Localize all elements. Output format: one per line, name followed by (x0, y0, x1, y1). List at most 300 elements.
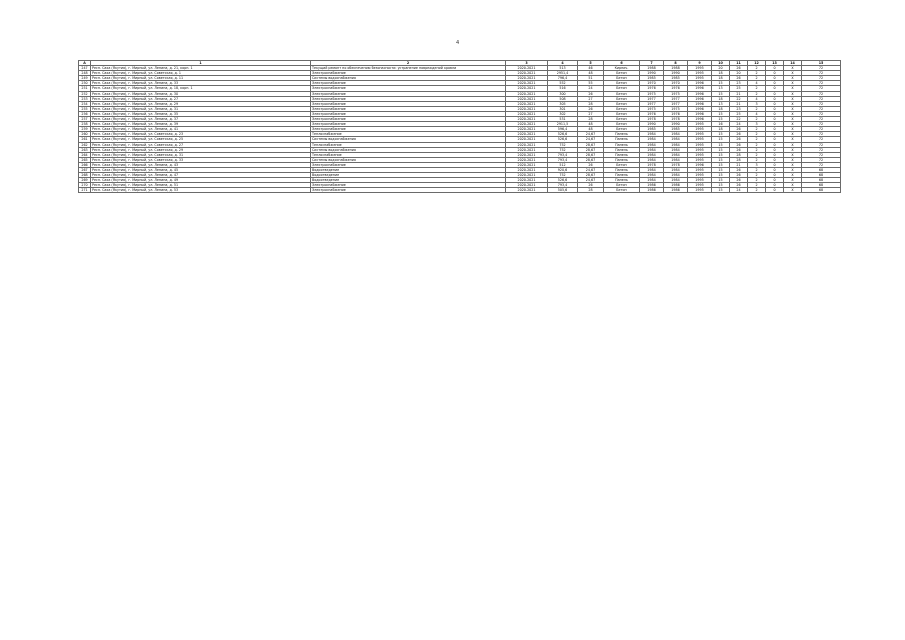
column-header: A (79, 61, 91, 66)
table-cell: X (784, 157, 802, 162)
row-number: 269 (79, 178, 91, 183)
row-number: 254 (79, 101, 91, 106)
table-cell: 3 (748, 162, 766, 167)
row-number: 267 (79, 167, 91, 172)
table-cell: 15 (712, 178, 730, 183)
table-cell: Электроснабжение (311, 96, 506, 101)
table-cell: 300 (548, 91, 578, 96)
table-cell: Электроснабжение (311, 71, 506, 76)
table-cell: 0 (766, 91, 784, 96)
column-header: 13 (766, 61, 784, 66)
table-cell: 72 (802, 122, 841, 127)
table-cell: 48 (578, 71, 604, 76)
table-cell: 1995 (688, 167, 712, 172)
table-cell: Бетон (604, 162, 640, 167)
table-cell: 15 (712, 183, 730, 188)
table-cell: 1984 (664, 132, 688, 137)
table-cell: 2020-2021 (506, 188, 548, 193)
table-cell: 16 (712, 122, 730, 127)
table-body (79, 66, 841, 193)
table-cell: 72 (802, 142, 841, 147)
table-cell: 27 (578, 111, 604, 116)
table-cell: 1995 (688, 127, 712, 132)
table-cell: 2 (748, 188, 766, 193)
table-cell: X (784, 111, 802, 116)
row-number: 252 (79, 91, 91, 96)
data-table (78, 60, 841, 193)
table-cell: 21 (730, 162, 748, 167)
table-cell: 25 (730, 111, 748, 116)
table-cell: 0 (766, 142, 784, 147)
table-cell: 1990 (640, 122, 664, 127)
table-cell: 72 (802, 137, 841, 142)
table-cell: 0 (766, 86, 784, 91)
table-cell: 26 (578, 106, 604, 111)
row-number: 270 (79, 183, 91, 188)
table-cell: 1995 (688, 157, 712, 162)
column-header: 9 (688, 61, 712, 66)
table-cell: Панель (604, 132, 640, 137)
table-cell: Электроснабжение (311, 183, 506, 188)
table-cell: 28 (578, 117, 604, 122)
table-cell: 1984 (664, 137, 688, 142)
table-cell: 1975 (640, 106, 664, 111)
table-cell: Панель (604, 173, 640, 178)
table-cell: 531 (548, 117, 578, 122)
table-cell: 1985 (664, 127, 688, 132)
table-cell: Бетон (604, 127, 640, 132)
address-cell: Респ. Саха (Якутия), г. Мирный, ул. Ленина, д. 49 (91, 178, 311, 183)
table-cell: 1996 (688, 117, 712, 122)
table-cell: Электроснабжение (311, 81, 506, 86)
table-cell: 2020-2021 (506, 122, 548, 127)
table-cell: 15 (712, 117, 730, 122)
table-cell: 18 (712, 106, 730, 111)
table-cell: 2 (748, 66, 766, 71)
table-cell: 26 (578, 183, 604, 188)
table-cell: 28 (578, 101, 604, 106)
table-cell: Бетон (604, 91, 640, 96)
address-cell: Респ. Саха (Якутия), г. Мирный, ул. Ленина, д. 51 (91, 183, 311, 188)
table-cell: 72 (802, 66, 841, 71)
table-cell: Электроснабжение (311, 162, 506, 167)
table-cell: 2 (748, 91, 766, 96)
table-cell: 0 (766, 173, 784, 178)
column-header: 4 (548, 61, 578, 66)
table-cell: 526,6 (548, 132, 578, 137)
table-cell: 1975 (664, 91, 688, 96)
table-cell: 0 (766, 101, 784, 106)
table-cell: X (784, 86, 802, 91)
table-cell: 2 (748, 152, 766, 157)
table-cell: 28,67 (578, 142, 604, 147)
table-cell: 72 (802, 106, 841, 111)
table-cell: 2020-2021 (506, 157, 548, 162)
column-header: 3 (506, 61, 548, 66)
column-header: 1 (91, 61, 311, 66)
column-header: 12 (748, 61, 766, 66)
table-cell: 1996 (688, 101, 712, 106)
table-cell: 1978 (664, 162, 688, 167)
table-cell: 1995 (688, 183, 712, 188)
table-cell: 508 (548, 96, 578, 101)
table-cell: 0 (766, 167, 784, 172)
table-cell: 302 (548, 111, 578, 116)
address-cell: Респ. Саха (Якутия), г. Мирный, ул. Ленина, д. 31 (91, 106, 311, 111)
table-cell: 1995 (688, 66, 712, 71)
table-cell: Системы водоснабжения (311, 76, 506, 81)
table-cell: 26 (730, 167, 748, 172)
table-cell: Панель (604, 152, 640, 157)
table-cell: Электроснабжение (311, 122, 506, 127)
table-cell: 1984 (640, 173, 664, 178)
table-cell: 1984 (640, 147, 664, 152)
table-cell: X (784, 91, 802, 96)
table-cell: 1984 (640, 137, 664, 142)
table-cell: 1984 (640, 152, 664, 157)
table-cell: 23 (730, 106, 748, 111)
table-cell: Теплоснабжение (311, 132, 506, 137)
address-cell: Респ. Саха (Якутия), г. Мирный, ул. Ленина, д. 27 (91, 96, 311, 101)
table-cell: 2 (748, 167, 766, 172)
table-cell: 26 (730, 178, 748, 183)
table-cell: 13 (712, 86, 730, 91)
address-cell: Респ. Саха (Якутия), г. Мирный, ул. Ленина, д. 33 (91, 81, 311, 86)
table-cell: 1978 (640, 162, 664, 167)
table-cell: 1995 (688, 137, 712, 142)
table-cell: 1990 (640, 71, 664, 76)
table-cell: 1996 (688, 86, 712, 91)
table-cell: Бетон (604, 71, 640, 76)
table-cell: 1985 (640, 127, 664, 132)
row-number: 249 (79, 76, 91, 81)
table-cell: 2 (748, 76, 766, 81)
table-cell: Электроснабжение (311, 127, 506, 132)
table-cell: 752 (548, 147, 578, 152)
table-cell: 0 (766, 66, 784, 71)
table-cell: 1995 (688, 178, 712, 183)
table-cell: Бетон (604, 96, 640, 101)
table-cell: Бетон (604, 86, 640, 91)
table-cell: 526,6 (548, 137, 578, 142)
table-cell: 68 (802, 183, 841, 188)
table-cell: 2 (748, 71, 766, 76)
table-cell: 15 (712, 137, 730, 142)
row-number: 271 (79, 188, 91, 193)
table-cell: 1984 (640, 142, 664, 147)
row-number: 263 (79, 147, 91, 152)
table-cell: 1986 (664, 188, 688, 193)
table-cell: X (784, 101, 802, 106)
table-cell: 21 (730, 101, 748, 106)
table-cell: 1988 (640, 66, 664, 71)
table-cell: 72 (802, 71, 841, 76)
table-cell: 24,67 (578, 132, 604, 137)
table-cell: 1996 (688, 96, 712, 101)
table-cell: 2 (748, 127, 766, 132)
address-cell: Респ. Саха (Якутия), г. Мирный, ул. Ленина, д. 43 (91, 162, 311, 167)
table-cell: X (784, 142, 802, 147)
table-cell: X (784, 127, 802, 132)
table-cell: 24,67 (578, 178, 604, 183)
table-cell: Системы водоснабжения (311, 147, 506, 152)
table-cell: 793,4 (548, 152, 578, 157)
table-cell: 4 (748, 96, 766, 101)
table-cell: 15 (712, 81, 730, 86)
table-cell: 68 (802, 188, 841, 193)
table-cell: 2 (748, 173, 766, 178)
address-cell: Респ. Саха (Якутия), г. Мирный, ул. Советская, д. 1 (91, 71, 311, 76)
table-cell: 55 (578, 81, 604, 86)
table-cell: 48 (578, 127, 604, 132)
table-cell: Текущий ремонт по обеспечению безопасности: устранение повреждений кровли (311, 66, 506, 71)
table-cell: 1990 (664, 71, 688, 76)
table-cell: 48 (578, 122, 604, 127)
column-header: 6 (604, 61, 640, 66)
column-header: 5 (578, 61, 604, 66)
address-cell: Респ. Саха (Якутия), г. Мирный, ул. Советская, д. 33 (91, 157, 311, 162)
row-number: 262 (79, 142, 91, 147)
table-cell: 18 (712, 71, 730, 76)
table-cell: 1976 (664, 111, 688, 116)
table-cell: 1978 (640, 117, 664, 122)
table-cell: Панель (604, 167, 640, 172)
table-cell: 23 (730, 81, 748, 86)
address-cell: Респ. Саха (Якутия), г. Мирный, ул. Советская, д. 23 (91, 132, 311, 137)
table-cell: 2020-2021 (506, 127, 548, 132)
table-cell: 301 (548, 106, 578, 111)
address-cell: Респ. Саха (Якутия), г. Мирный, ул. Советская, д. 25 (91, 137, 311, 142)
column-header: 15 (802, 61, 841, 66)
table-cell: 1984 (664, 142, 688, 147)
table-cell: 72 (802, 81, 841, 86)
table-cell: 24 (730, 122, 748, 127)
row-number: 248 (79, 71, 91, 76)
table-cell: 0 (766, 96, 784, 101)
table-cell: 2951,4 (548, 71, 578, 76)
table-cell: 2 (748, 178, 766, 183)
table-cell: 1996 (688, 81, 712, 86)
table-cell: 28 (730, 157, 748, 162)
table-cell: 22 (730, 117, 748, 122)
table-cell: 2 (748, 142, 766, 147)
table-cell: 2020-2021 (506, 152, 548, 157)
table-cell: 1996 (688, 106, 712, 111)
table-cell: 2 (748, 117, 766, 122)
table-cell: 1986 (664, 183, 688, 188)
table-cell: 72 (802, 117, 841, 122)
table-cell: Панель (604, 147, 640, 152)
table-cell: 51 (578, 76, 604, 81)
table-cell: Бетон (604, 122, 640, 127)
table-cell: Теплоснабжение (311, 142, 506, 147)
table-cell: 72 (802, 147, 841, 152)
table-cell: 24 (578, 86, 604, 91)
table-cell: 1995 (688, 147, 712, 152)
table-cell: 28,67 (578, 157, 604, 162)
table-row (79, 188, 841, 193)
table-cell: 2911,5 (548, 122, 578, 127)
column-header: 8 (664, 61, 688, 66)
table-cell: 24 (730, 188, 748, 193)
table-cell: 0 (766, 157, 784, 162)
table-cell: Бетон (604, 101, 640, 106)
table-cell: X (784, 122, 802, 127)
table-cell: 4 (748, 81, 766, 86)
table-cell: Системы водоснабжения (311, 137, 506, 142)
table-cell: 1984 (664, 152, 688, 157)
row-number: 257 (79, 117, 91, 122)
table-cell: 4 (748, 111, 766, 116)
table-cell: Бетон (604, 117, 640, 122)
address-cell: Респ. Саха (Якутия), г. Мирный, ул. Советская, д. 27 (91, 142, 311, 147)
address-cell: Респ. Саха (Якутия), г. Мирный, ул. Ленина, д. 41 (91, 127, 311, 132)
table-cell: 28 (578, 188, 604, 193)
table-cell: 26 (730, 132, 748, 137)
table-cell: 1985 (664, 76, 688, 81)
table-cell: Водоотведение (311, 178, 506, 183)
table-cell: 1984 (664, 157, 688, 162)
table-cell: 2 (748, 132, 766, 137)
table-cell: 26 (730, 137, 748, 142)
table-cell: 752 (548, 142, 578, 147)
table-cell: 920,6 (548, 167, 578, 172)
table-cell: 512 (548, 162, 578, 167)
table-cell: 20 (730, 71, 748, 76)
address-cell: Респ. Саха (Якутия), г. Мирный, ул. Ленина, д. 29 (91, 101, 311, 106)
row-number: 260 (79, 132, 91, 137)
table-cell: X (784, 188, 802, 193)
table-cell: 1986 (640, 183, 664, 188)
table-cell: 26 (730, 66, 748, 71)
table-cell: 26 (730, 173, 748, 178)
table-cell: 1996 (688, 91, 712, 96)
row-number: 266 (79, 162, 91, 167)
table-cell: 2020-2021 (506, 86, 548, 91)
table-cell: 1975 (640, 91, 664, 96)
table-cell: 2020-2021 (506, 162, 548, 167)
column-header: 7 (640, 61, 664, 66)
table-cell: X (784, 76, 802, 81)
row-number: 256 (79, 111, 91, 116)
table-cell: 2020-2021 (506, 111, 548, 116)
table-cell: 1977 (640, 101, 664, 106)
table-cell: 2020-2021 (506, 178, 548, 183)
table-cell: 3 (748, 101, 766, 106)
table-cell: 1984 (640, 157, 664, 162)
table-cell: 2020-2021 (506, 142, 548, 147)
table-cell: 0 (766, 152, 784, 157)
table-cell: 1977 (640, 96, 664, 101)
table-cell: Электроснабжение (311, 86, 506, 91)
table-cell: 1990 (664, 122, 688, 127)
table-cell: X (784, 178, 802, 183)
table-cell: 2 (748, 137, 766, 142)
table-cell: 15 (712, 91, 730, 96)
table-cell: 0 (766, 117, 784, 122)
table-cell: 15 (712, 132, 730, 137)
table-cell: 0 (766, 127, 784, 132)
table-cell: Водоотведение (311, 167, 506, 172)
table-cell: 72 (802, 76, 841, 81)
address-cell: Респ. Саха (Якутия), г. Мирный, ул. Ленина, д. 47 (91, 173, 311, 178)
table-cell: 2020-2021 (506, 183, 548, 188)
table-cell: Электроснабжение (311, 117, 506, 122)
table-cell: 1984 (640, 178, 664, 183)
table-cell: 18 (712, 127, 730, 132)
table-cell: 20 (712, 66, 730, 71)
address-cell: Респ. Саха (Якутия), г. Мирный, ул. Советская, д. 29 (91, 147, 311, 152)
table-cell: Водоотведение (311, 173, 506, 178)
table-cell: 1984 (664, 147, 688, 152)
table-cell: 1996 (688, 162, 712, 167)
table-cell: 2020-2021 (506, 101, 548, 106)
table-cell: 1995 (688, 122, 712, 127)
table-cell: 0 (766, 162, 784, 167)
table-cell: X (784, 117, 802, 122)
row-number: 253 (79, 96, 91, 101)
address-cell: Респ. Саха (Якутия), г. Мирный, ул. Ленина, д. 53 (91, 188, 311, 193)
table-cell: 1995 (688, 152, 712, 157)
table-cell: Электроснабжение (311, 91, 506, 96)
table-cell: 793,4 (548, 157, 578, 162)
table-cell: 27 (578, 96, 604, 101)
table-cell: Панель (604, 142, 640, 147)
table-cell: 1984 (664, 173, 688, 178)
table-cell: 72 (802, 157, 841, 162)
table-cell: 15 (712, 188, 730, 193)
table-cell: Теплоснабжение (311, 152, 506, 157)
row-number: 261 (79, 137, 91, 142)
table-cell: 15 (712, 162, 730, 167)
table-cell: 0 (766, 137, 784, 142)
table-cell: 1995 (688, 71, 712, 76)
table-cell: 24,67 (578, 167, 604, 172)
table-cell: 1995 (688, 76, 712, 81)
table-cell: 1977 (664, 96, 688, 101)
table-cell: 28,67 (578, 152, 604, 157)
table-cell: 1977 (664, 101, 688, 106)
table-cell: 0 (766, 183, 784, 188)
table-cell: 552 (548, 81, 578, 86)
table-cell: 1984 (664, 178, 688, 183)
address-cell: Респ. Саха (Якутия), г. Мирный, ул. Ленина, д. 37 (91, 117, 311, 122)
table-cell: 72 (802, 101, 841, 106)
table-cell: X (784, 147, 802, 152)
table-cell: 15 (712, 173, 730, 178)
table-cell: 28,67 (578, 173, 604, 178)
column-header: 14 (784, 61, 802, 66)
table-cell: 0 (766, 106, 784, 111)
row-number: 259 (79, 127, 91, 132)
table-cell: 2020-2021 (506, 81, 548, 86)
table-cell: X (784, 71, 802, 76)
table-cell: 0 (766, 81, 784, 86)
table-cell: 1970 (640, 81, 664, 86)
table-cell: 0 (766, 122, 784, 127)
table-cell: 2020-2021 (506, 137, 548, 142)
table-cell: 15 (712, 147, 730, 152)
table-cell: Панель (604, 178, 640, 183)
row-number: 247 (79, 66, 91, 71)
table-cell: 516 (548, 86, 578, 91)
table-cell: 1985 (640, 76, 664, 81)
table-cell: X (784, 106, 802, 111)
table-cell: 2020-2021 (506, 106, 548, 111)
table-cell: Бетон (604, 188, 640, 193)
table-cell: 1988 (664, 66, 688, 71)
table-cell: X (784, 162, 802, 167)
